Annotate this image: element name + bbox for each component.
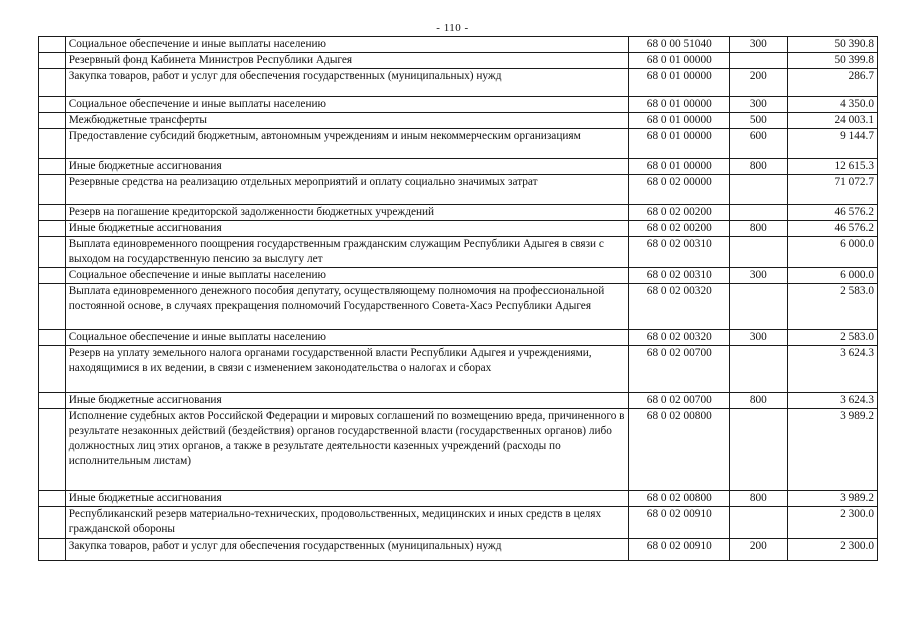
row-code-cell: 68 0 01 00000 bbox=[629, 97, 730, 113]
row-expense-type-cell: 800 bbox=[730, 221, 788, 237]
row-amount-cell: 6 000.0 bbox=[787, 268, 877, 284]
row-name-cell: Исполнение судебных актов Российской Федерации и мировых соглашений по возмещению вреда, причиненного в результате незаконных действий (бездействия) органов государственной власти (государственных органов) либо должностных лиц этих органов, а также в результате деятельности казенных учреждений (расходы по исполнительным листам) bbox=[65, 409, 629, 491]
row-amount-cell: 50 390.8 bbox=[787, 37, 877, 53]
row-amount-cell: 9 144.7 bbox=[787, 129, 877, 159]
table-row bbox=[39, 393, 878, 409]
row-code-cell: 68 0 02 00320 bbox=[629, 284, 730, 330]
table-row bbox=[39, 237, 878, 268]
row-amount-cell: 2 300.0 bbox=[787, 507, 877, 539]
budget-table bbox=[38, 36, 878, 561]
row-number-cell bbox=[39, 346, 66, 393]
row-code-cell: 68 0 02 00910 bbox=[629, 507, 730, 539]
row-number-cell bbox=[39, 159, 66, 175]
row-name-cell: Иные бюджетные ассигнования bbox=[65, 159, 629, 175]
table-row bbox=[39, 69, 878, 97]
row-number-cell bbox=[39, 237, 66, 268]
table-row bbox=[39, 129, 878, 159]
row-amount-cell: 71 072.7 bbox=[787, 175, 877, 205]
row-expense-type-cell: 300 bbox=[730, 330, 788, 346]
row-number-cell bbox=[39, 539, 66, 561]
table-row bbox=[39, 539, 878, 561]
row-amount-cell: 3 989.2 bbox=[787, 409, 877, 491]
table-row bbox=[39, 409, 878, 491]
row-number-cell bbox=[39, 113, 66, 129]
row-name-cell: Резервные средства на реализацию отдельных мероприятий и оплату социально значимых затрат bbox=[65, 175, 629, 205]
row-amount-cell: 24 003.1 bbox=[787, 113, 877, 129]
row-code-cell: 68 0 02 00200 bbox=[629, 205, 730, 221]
table-row bbox=[39, 113, 878, 129]
row-number-cell bbox=[39, 491, 66, 507]
table-row bbox=[39, 175, 878, 205]
row-number-cell bbox=[39, 69, 66, 97]
row-expense-type-cell: 300 bbox=[730, 268, 788, 284]
table-row bbox=[39, 507, 878, 539]
row-code-cell: 68 0 02 00800 bbox=[629, 491, 730, 507]
row-number-cell bbox=[39, 268, 66, 284]
row-number-cell bbox=[39, 175, 66, 205]
row-expense-type-cell bbox=[730, 284, 788, 330]
table-row bbox=[39, 205, 878, 221]
row-name-cell: Иные бюджетные ассигнования bbox=[65, 221, 629, 237]
table-row bbox=[39, 221, 878, 237]
row-amount-cell: 2 300.0 bbox=[787, 539, 877, 561]
row-code-cell: 68 0 02 00320 bbox=[629, 330, 730, 346]
row-name-cell: Социальное обеспечение и иные выплаты населению bbox=[65, 330, 629, 346]
row-name-cell: Иные бюджетные ассигнования bbox=[65, 491, 629, 507]
row-number-cell bbox=[39, 205, 66, 221]
row-expense-type-cell bbox=[730, 237, 788, 268]
row-code-cell: 68 0 02 00310 bbox=[629, 268, 730, 284]
row-name-cell: Социальное обеспечение и иные выплаты населению bbox=[65, 268, 629, 284]
row-number-cell bbox=[39, 221, 66, 237]
row-number-cell bbox=[39, 37, 66, 53]
row-code-cell: 68 0 02 00000 bbox=[629, 175, 730, 205]
row-amount-cell: 4 350.0 bbox=[787, 97, 877, 113]
table-row bbox=[39, 159, 878, 175]
row-code-cell: 68 0 02 00700 bbox=[629, 346, 730, 393]
table-row bbox=[39, 491, 878, 507]
row-expense-type-cell: 300 bbox=[730, 97, 788, 113]
row-expense-type-cell bbox=[730, 409, 788, 491]
row-name-cell: Социальное обеспечение и иные выплаты населению bbox=[65, 37, 629, 53]
row-code-cell: 68 0 01 00000 bbox=[629, 69, 730, 97]
row-code-cell: 68 0 01 00000 bbox=[629, 113, 730, 129]
row-number-cell bbox=[39, 284, 66, 330]
row-number-cell bbox=[39, 393, 66, 409]
row-expense-type-cell: 200 bbox=[730, 539, 788, 561]
row-amount-cell: 46 576.2 bbox=[787, 205, 877, 221]
row-amount-cell: 286.7 bbox=[787, 69, 877, 97]
row-expense-type-cell: 800 bbox=[730, 159, 788, 175]
row-name-cell: Иные бюджетные ассигнования bbox=[65, 393, 629, 409]
table-row bbox=[39, 330, 878, 346]
row-amount-cell: 3 624.3 bbox=[787, 346, 877, 393]
row-name-cell: Социальное обеспечение и иные выплаты населению bbox=[65, 97, 629, 113]
row-amount-cell: 12 615.3 bbox=[787, 159, 877, 175]
row-name-cell: Выплата единовременного поощрения государственным гражданским служащим Республики Адыгея в связи с выходом на государственную пенсию за выслугу лет bbox=[65, 237, 629, 268]
row-expense-type-cell: 800 bbox=[730, 393, 788, 409]
row-code-cell: 68 0 01 00000 bbox=[629, 129, 730, 159]
row-name-cell: Выплата единовременного денежного пособия депутату, осуществляющему полномочия на профессиональной постоянной основе, в случаях прекращения полномочий Государственного Совета-Хасэ Республики Адыгея bbox=[65, 284, 629, 330]
row-amount-cell: 46 576.2 bbox=[787, 221, 877, 237]
row-expense-type-cell bbox=[730, 175, 788, 205]
table-row bbox=[39, 53, 878, 69]
row-code-cell: 68 0 02 00310 bbox=[629, 237, 730, 268]
row-code-cell: 68 0 02 00910 bbox=[629, 539, 730, 561]
row-number-cell bbox=[39, 97, 66, 113]
row-code-cell: 68 0 01 00000 bbox=[629, 53, 730, 69]
row-expense-type-cell: 600 bbox=[730, 129, 788, 159]
row-code-cell: 68 0 02 00700 bbox=[629, 393, 730, 409]
row-number-cell bbox=[39, 53, 66, 69]
row-name-cell: Предоставление субсидий бюджетным, автономным учреждениям и иным некоммерческим организациям bbox=[65, 129, 629, 159]
table-row bbox=[39, 284, 878, 330]
table-row bbox=[39, 97, 878, 113]
row-number-cell bbox=[39, 507, 66, 539]
row-amount-cell: 3 989.2 bbox=[787, 491, 877, 507]
row-number-cell bbox=[39, 409, 66, 491]
row-expense-type-cell: 800 bbox=[730, 491, 788, 507]
row-code-cell: 68 0 01 00000 bbox=[629, 159, 730, 175]
page-number: - 110 - bbox=[436, 22, 469, 34]
row-amount-cell: 2 583.0 bbox=[787, 284, 877, 330]
row-amount-cell: 50 399.8 bbox=[787, 53, 877, 69]
row-name-cell: Межбюджетные трансферты bbox=[65, 113, 629, 129]
row-expense-type-cell: 200 bbox=[730, 69, 788, 97]
table-row bbox=[39, 37, 878, 53]
row-expense-type-cell: 500 bbox=[730, 113, 788, 129]
table-row bbox=[39, 268, 878, 284]
row-code-cell: 68 0 02 00200 bbox=[629, 221, 730, 237]
row-expense-type-cell bbox=[730, 53, 788, 69]
table-row bbox=[39, 346, 878, 393]
row-name-cell: Закупка товаров, работ и услуг для обеспечения государственных (муниципальных) нужд bbox=[65, 69, 629, 97]
row-code-cell: 68 0 02 00800 bbox=[629, 409, 730, 491]
row-expense-type-cell bbox=[730, 346, 788, 393]
row-name-cell: Резерв на уплату земельного налога органами государственной власти Республики Адыгея и учреждениями, находящимися в их ведении, в связи с изменением законодательства о налогах и сборах bbox=[65, 346, 629, 393]
row-amount-cell: 2 583.0 bbox=[787, 330, 877, 346]
row-number-cell bbox=[39, 129, 66, 159]
row-number-cell bbox=[39, 330, 66, 346]
row-name-cell: Резерв на погашение кредиторской задолженности бюджетных учреждений bbox=[65, 205, 629, 221]
row-name-cell: Закупка товаров, работ и услуг для обеспечения государственных (муниципальных) нужд bbox=[65, 539, 629, 561]
row-name-cell: Резервный фонд Кабинета Министров Республики Адыгея bbox=[65, 53, 629, 69]
row-expense-type-cell bbox=[730, 507, 788, 539]
row-expense-type-cell: 300 bbox=[730, 37, 788, 53]
row-name-cell: Республиканский резерв материально-технических, продовольственных, медицинских и иных средств в целях гражданской обороны bbox=[65, 507, 629, 539]
row-code-cell: 68 0 00 51040 bbox=[629, 37, 730, 53]
row-expense-type-cell bbox=[730, 205, 788, 221]
row-amount-cell: 3 624.3 bbox=[787, 393, 877, 409]
row-amount-cell: 6 000.0 bbox=[787, 237, 877, 268]
